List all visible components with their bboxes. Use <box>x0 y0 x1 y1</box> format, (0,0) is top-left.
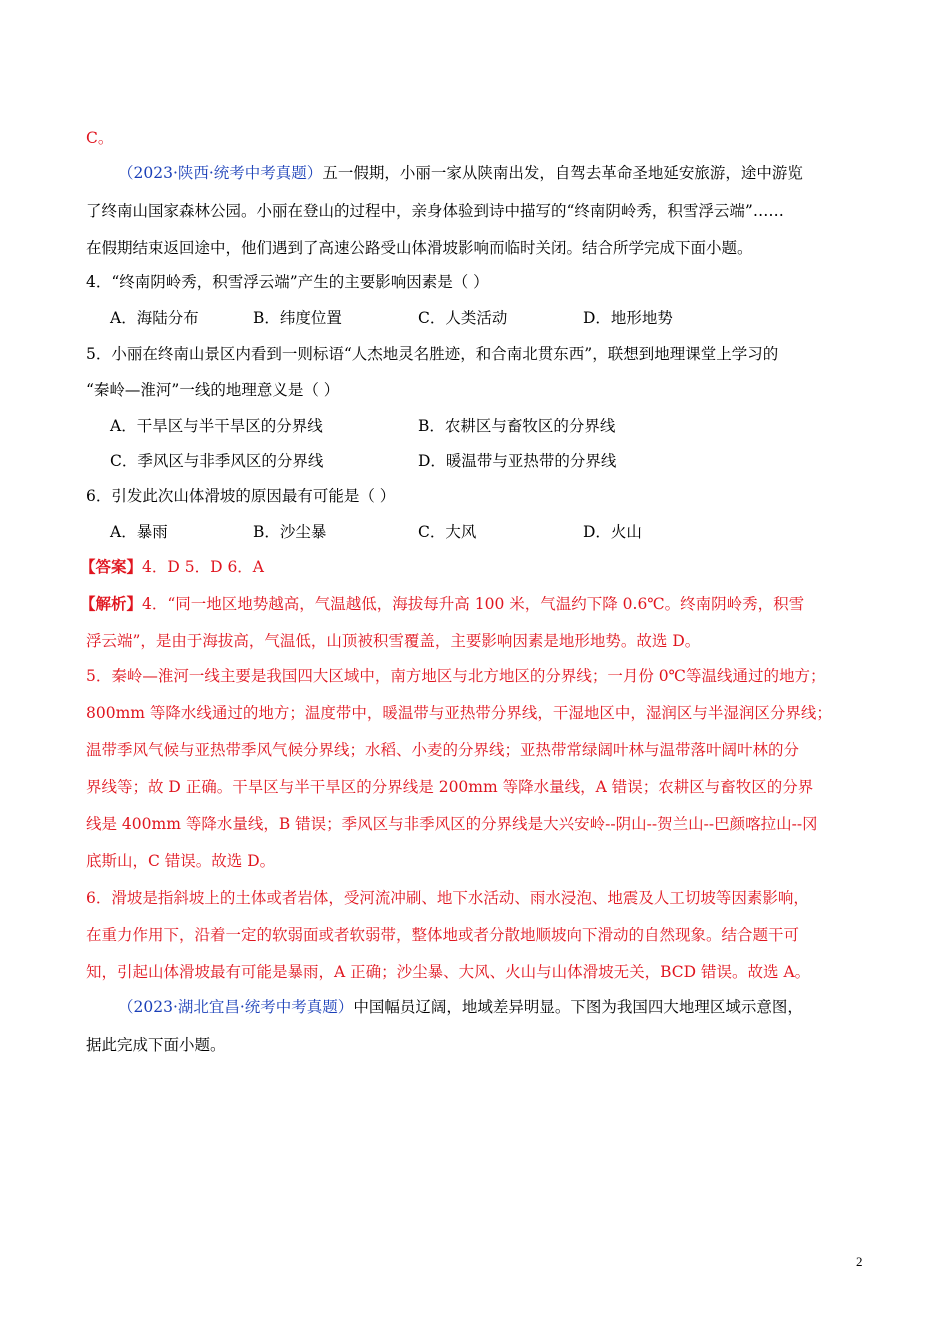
question-6-option-c: C．大风 <box>418 523 477 541</box>
question-4-stem: 4．“终南阴岭秀，积雪浮云端”产生的主要影响因素是（ ） <box>86 273 489 291</box>
answer-label: 【答案】 <box>80 557 143 576</box>
analysis-line-1 <box>80 593 804 615</box>
question-5-stem-line-1: 5．小丽在终南山景区内看到一则标语“人杰地灵名胜迹，和合南北贯东西”，联想到地理课堂上学习的 <box>86 345 779 363</box>
answer-text: 4．D 5．D 6．A <box>142 558 265 576</box>
question-6-stem: 6．引发此次山体滑坡的原因最有可能是（ ） <box>86 487 396 505</box>
question-5-option-a: A．干旱区与半干旱区的分界线 <box>110 417 323 435</box>
analysis-line-9: 6．滑坡是指斜坡上的土体或者岩体，受河流冲刷、地下水活动、雨水浸泡、地震及人工切坡等因素影响， <box>86 889 809 907</box>
passage-1-line-2: 了终南山国家森林公园。小丽在登山的过程中，亲身体验到诗中描写的“终南阴岭秀，积雪浮云端”…… <box>86 202 784 220</box>
question-4-option-b: B．纬度位置 <box>253 309 342 327</box>
question-6-option-a: A．暴雨 <box>110 523 168 541</box>
question-6-option-d: D．火山 <box>583 523 642 541</box>
question-4-option-a: A．海陆分布 <box>110 309 199 327</box>
passage-1-text-1: 五一假期，小丽一家从陕南出发，自驾去革命圣地延安旅游，途中游览 <box>322 164 803 182</box>
passage-1-line-1 <box>118 162 803 184</box>
page-number: 2 <box>856 1254 863 1269</box>
analysis-line-10: 在重力作用下，沿着一定的软弱面或者软弱带，整体地或者分散地顺坡向下滑动的自然现象。结合题干可 <box>86 926 800 944</box>
question-5-option-d: D．暖温带与亚热带的分界线 <box>418 452 617 470</box>
analysis-line-3: 5．秦岭—淮河一线主要是我国四大区域中，南方地区与北方地区的分界线；一月份 0℃等温线通过的地方； <box>86 667 826 685</box>
analysis-line-8: 底斯山，C 错误。故选 D。 <box>86 852 276 870</box>
question-5-option-c: C．季风区与非季风区的分界线 <box>110 452 324 470</box>
analysis-line-6: 界线等；故 D 正确。干旱区与半干旱区的分界线是 200mm 等降水量线，A 错误；农耕区与畜牧区的分界 <box>86 778 814 796</box>
answer-line <box>80 556 264 578</box>
analysis-text-1: 4．“同一地区地势越高，气温越低，海拔每升高 100 米，气温约下降 0.6℃。终南阴岭秀，积雪 <box>142 595 805 613</box>
question-5-stem-line-2: “秦岭—淮河”一线的地理意义是（ ） <box>86 381 340 399</box>
passage-1-source: （2023·陕西·统考中考真题） <box>118 164 323 182</box>
question-5-option-b: B．农耕区与畜牧区的分界线 <box>418 417 616 435</box>
analysis-line-4: 800mm 等降水线通过的地方；温度带中，暖温带与亚热带分界线，干湿地区中，湿润区与半湿润区分界线； <box>86 704 832 722</box>
passage-2-text-1: 中国幅员辽阔，地域差异明显。下图为我国四大地理区域示意图， <box>353 998 803 1016</box>
answer-c-line: C。 <box>86 129 114 147</box>
analysis-line-7: 线是 400mm 等降水量线，B 错误；季风区与非季风区的分界线是大兴安岭--阴山--贺兰山--巴颜喀拉山--冈 <box>86 815 818 833</box>
passage-2-line-2: 据此完成下面小题。 <box>86 1036 226 1054</box>
analysis-line-11: 知，引起山体滑坡最有可能是暴雨，A 正确；沙尘暴、大风、火山与山体滑坡无关，BCD 错误。故选 A。 <box>86 963 811 981</box>
question-4-option-d: D．地形地势 <box>583 309 673 327</box>
analysis-label: 【解析】 <box>80 594 143 613</box>
passage-2-line-1 <box>118 996 803 1018</box>
question-6-option-b: B．沙尘暴 <box>253 523 327 541</box>
analysis-line-5: 温带季风气候与亚热带季风气候分界线；水稻、小麦的分界线；亚热带常绿阔叶林与温带落叶阔叶林的分 <box>86 741 800 759</box>
analysis-line-2: 浮云端”，是由于海拔高，气温低，山顶被积雪覆盖，主要影响因素是地形地势。故选 D。 <box>86 632 701 650</box>
passage-1-line-3: 在假期结束返回途中，他们遇到了高速公路受山体滑坡影响而临时关闭。结合所学完成下面小题。 <box>86 239 753 257</box>
passage-2-source: （2023·湖北宜昌·统考中考真题） <box>118 998 354 1016</box>
question-4-option-c: C．人类活动 <box>418 309 508 327</box>
